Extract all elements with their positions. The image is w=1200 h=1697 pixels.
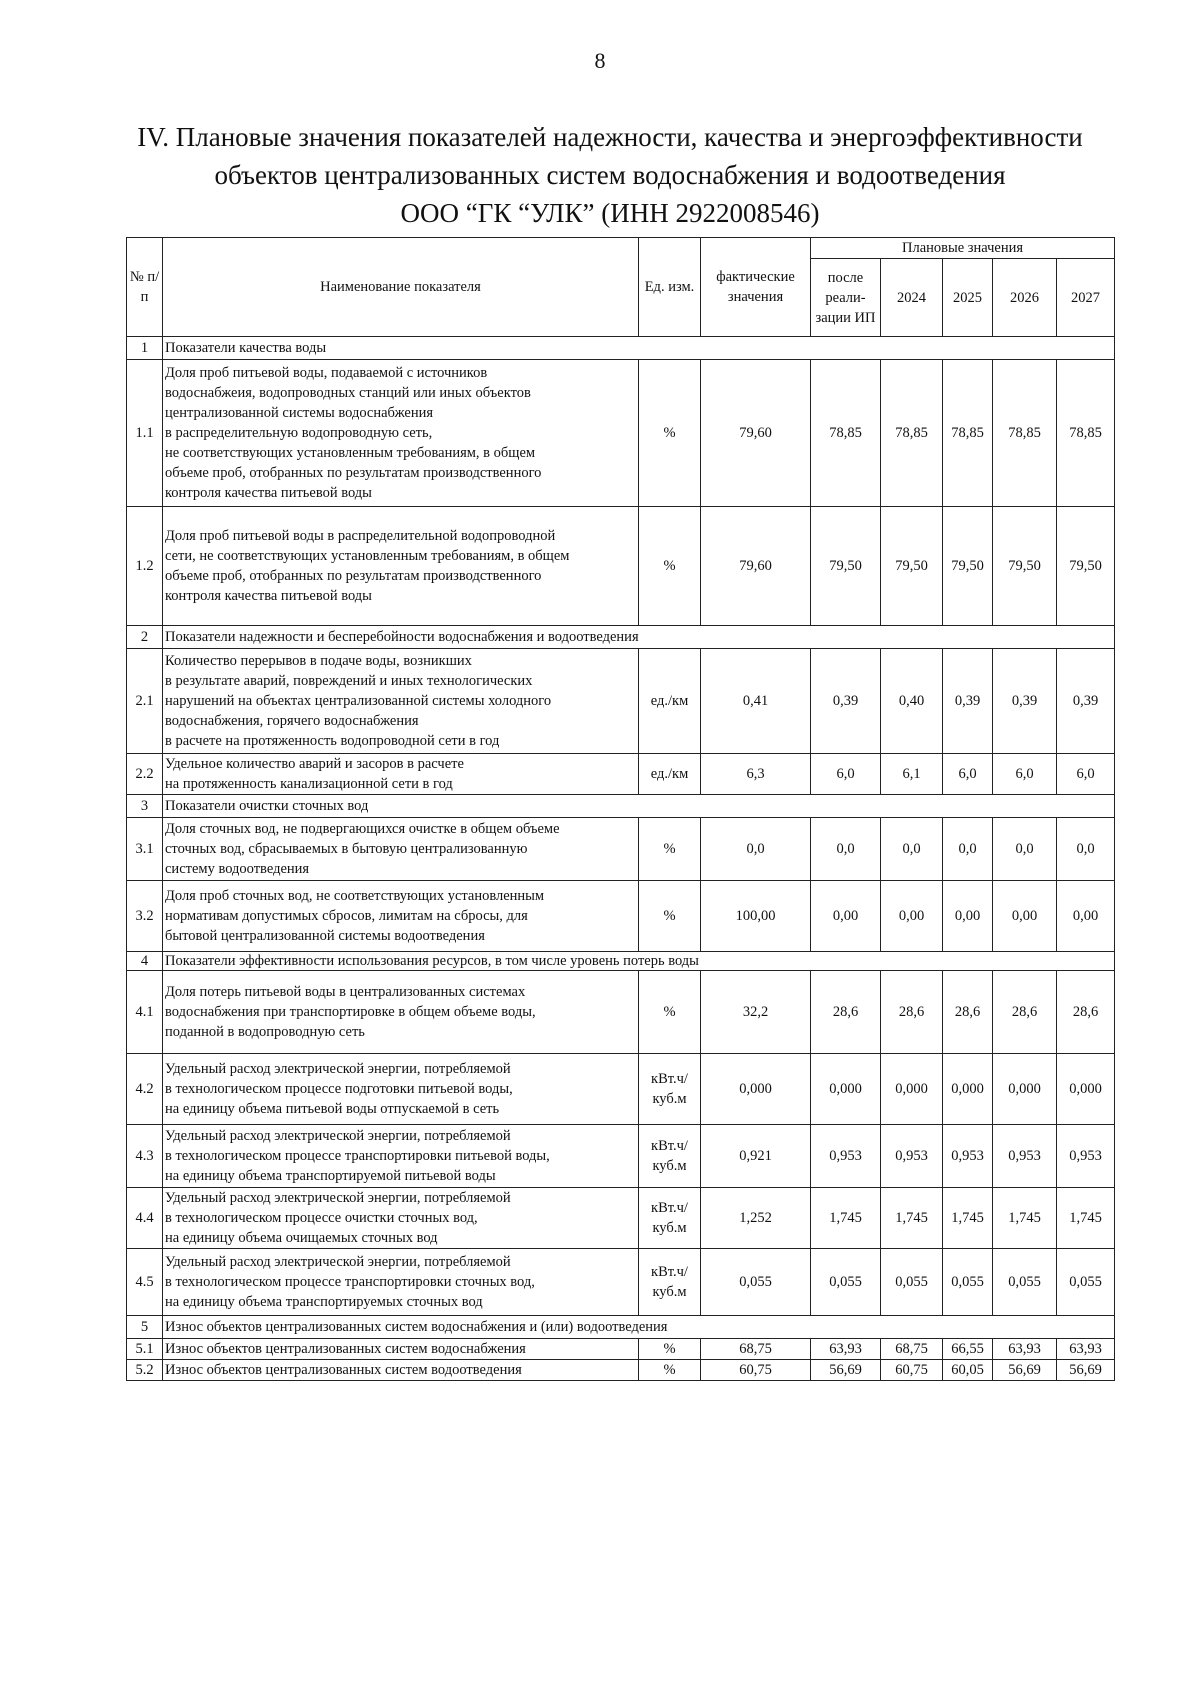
indicator-name-line: Удельный расход электрической энергии, потребляемой: [165, 1128, 511, 1144]
section-title: Износ объектов централизованных систем водоснабжения и (или) водоотведения: [163, 1316, 1115, 1339]
indicator-name-line: в расчете на протяженность водопроводной сети в год: [165, 733, 500, 749]
value-y2026: 63,93: [993, 1339, 1057, 1360]
indicator-name: [163, 649, 639, 754]
indicator-name-line: объеме проб, отобранных по результатам производственного: [165, 568, 542, 584]
value-after: 78,85: [811, 360, 881, 507]
indicator-name: [163, 360, 639, 507]
header-2027: 2027: [1057, 259, 1115, 337]
value-actual: 100,00: [701, 881, 811, 952]
indicator-name-line: на протяженность канализационной сети в год: [165, 776, 453, 792]
header-2025: 2025: [943, 259, 993, 337]
row-number: 1.1: [127, 360, 163, 507]
value-y2025: 0,39: [943, 649, 993, 754]
title-line-1: IV. Плановые значения показателей надежности, качества и энергоэффективности: [137, 122, 1083, 152]
row-number: 4.4: [127, 1188, 163, 1249]
value-y2025: 6,0: [943, 754, 993, 795]
table-row: [127, 360, 1115, 507]
header-unit: Ед. изм.: [639, 238, 701, 337]
page-number: 8: [594, 48, 606, 73]
table-row: [127, 1054, 1115, 1125]
value-y2025: 0,0: [943, 818, 993, 881]
value-actual: 68,75: [701, 1339, 811, 1360]
table-row: [127, 1360, 1115, 1381]
indicator-name-line: Доля проб питьевой воды в распределительной водопроводной: [165, 528, 556, 544]
value-actual: 32,2: [701, 971, 811, 1054]
unit-cell: кВт.ч/ куб.м: [639, 1054, 701, 1125]
indicator-name-line: Удельный расход электрической энергии, потребляемой: [165, 1061, 511, 1077]
indicator-name-line: Количество перерывов в подаче воды, возникших: [165, 653, 472, 669]
table-row: [127, 649, 1115, 754]
value-y2026: 56,69: [993, 1360, 1057, 1381]
indicator-name: [163, 1339, 639, 1360]
header-num: № п/п: [127, 238, 163, 337]
indicator-name-line: Износ объектов централизованных систем водоотведения: [165, 1362, 522, 1378]
value-y2025: 78,85: [943, 360, 993, 507]
table-row: [127, 818, 1115, 881]
indicator-name-line: поданной в водопроводную сеть: [165, 1024, 365, 1040]
table-row: [127, 971, 1115, 1054]
value-actual: 0,41: [701, 649, 811, 754]
value-actual: 0,0: [701, 818, 811, 881]
row-number: 3.1: [127, 818, 163, 881]
row-number: 5.1: [127, 1339, 163, 1360]
unit-cell: %: [639, 881, 701, 952]
value-y2026: 0,39: [993, 649, 1057, 754]
unit-cell: кВт.ч/ куб.м: [639, 1188, 701, 1249]
value-y2026: 0,953: [993, 1125, 1057, 1188]
indicator-name-line: в технологическом процессе подготовки питьевой воды,: [165, 1081, 513, 1097]
value-actual: 6,3: [701, 754, 811, 795]
indicator-name-line: нарушений на объектах централизованной системы холодного: [165, 693, 552, 709]
value-y2024: 0,00: [881, 881, 943, 952]
value-after: 0,953: [811, 1125, 881, 1188]
indicator-name-line: сети, не соответствующих установленным требованиям, в общем: [165, 548, 570, 564]
value-after: 0,055: [811, 1249, 881, 1316]
indicator-name: [163, 1249, 639, 1316]
indicator-name-line: систему водоотведения: [165, 861, 310, 877]
header-actual: фактические значения: [701, 238, 811, 337]
row-number: 2.2: [127, 754, 163, 795]
value-y2024: 0,40: [881, 649, 943, 754]
section-title: Показатели эффективности использования ресурсов, в том числе уровень потерь воды: [163, 952, 1115, 971]
indicator-name-line: водоснабжения при транспортировке в общем объеме воды,: [165, 1004, 536, 1020]
section-number: 1: [127, 337, 163, 360]
row-number: 5.2: [127, 1360, 163, 1381]
value-y2026: 28,6: [993, 971, 1057, 1054]
indicator-name-line: Доля потерь питьевой воды в централизованных системах: [165, 984, 526, 1000]
value-y2025: 0,055: [943, 1249, 993, 1316]
row-number: 1.2: [127, 507, 163, 626]
value-y2027: 79,50: [1057, 507, 1115, 626]
indicators-table: [126, 237, 1115, 1381]
indicator-name-line: объеме проб, отобранных по результатам производственного: [165, 465, 542, 481]
value-y2025: 60,05: [943, 1360, 993, 1381]
value-after: 28,6: [811, 971, 881, 1054]
title-line-2: объектов централизованных систем водоснабжения и водоотведения: [214, 160, 1006, 190]
section-row: [127, 337, 1115, 360]
section-number: 5: [127, 1316, 163, 1339]
value-y2024: 0,000: [881, 1054, 943, 1125]
unit-cell: %: [639, 971, 701, 1054]
value-y2025: 66,55: [943, 1339, 993, 1360]
indicator-name: [163, 881, 639, 952]
unit-cell: %: [639, 1360, 701, 1381]
value-after: 0,0: [811, 818, 881, 881]
value-y2024: 78,85: [881, 360, 943, 507]
unit-cell: %: [639, 507, 701, 626]
value-actual: 60,75: [701, 1360, 811, 1381]
value-y2027: 0,00: [1057, 881, 1115, 952]
indicator-name-line: в распределительную водопроводную сеть,: [165, 425, 433, 441]
indicator-name: [163, 1188, 639, 1249]
indicator-name-line: Удельный расход электрической энергии, потребляемой: [165, 1254, 511, 1270]
value-y2024: 68,75: [881, 1339, 943, 1360]
value-y2027: 0,39: [1057, 649, 1115, 754]
section-row: [127, 952, 1115, 971]
table-row: [127, 1249, 1115, 1316]
value-y2027: 63,93: [1057, 1339, 1115, 1360]
value-after: 6,0: [811, 754, 881, 795]
header-planned: Плановые значения: [811, 238, 1115, 259]
row-number: 4.3: [127, 1125, 163, 1188]
indicator-name-line: контроля качества питьевой воды: [165, 485, 372, 501]
indicator-name-line: в результате аварий, повреждений и иных технологических: [165, 673, 533, 689]
table-body: [127, 238, 1115, 1381]
value-y2025: 1,745: [943, 1188, 993, 1249]
indicator-name-line: бытовой централизованной системы водоотведения: [165, 928, 485, 944]
indicator-name-line: на единицу объема питьевой воды отпускаемой в сеть: [165, 1101, 500, 1117]
value-y2026: 78,85: [993, 360, 1057, 507]
table-row: [127, 507, 1115, 626]
value-y2025: 79,50: [943, 507, 993, 626]
section-title: Показатели надежности и бесперебойности водоснабжения и водоотведения: [163, 626, 1115, 649]
value-y2027: 28,6: [1057, 971, 1115, 1054]
value-y2027: 6,0: [1057, 754, 1115, 795]
unit-cell: ед./км: [639, 649, 701, 754]
indicator-name-line: Удельное количество аварий и засоров в расчете: [165, 756, 464, 772]
value-y2026: 0,00: [993, 881, 1057, 952]
section-row: [127, 1316, 1115, 1339]
indicator-name-line: централизованной системы водоснабжения: [165, 405, 434, 421]
indicator-name: [163, 1360, 639, 1381]
value-actual: 79,60: [701, 507, 811, 626]
indicator-name-line: в технологическом процессе транспортировки питьевой воды,: [165, 1148, 550, 1164]
value-y2027: 0,055: [1057, 1249, 1115, 1316]
value-y2025: 0,000: [943, 1054, 993, 1125]
header-row-1: [127, 238, 1115, 259]
section-title: Показатели качества воды: [163, 337, 1115, 360]
value-y2026: 0,000: [993, 1054, 1057, 1125]
title-line-3: ООО “ГК “УЛК” (ИНН 2922008546): [400, 198, 820, 228]
indicator-name-line: водоснабжения, горячего водоснабжения: [165, 713, 419, 729]
indicator-name-line: на единицу объема очищаемых сточных вод: [165, 1230, 438, 1246]
table-row: [127, 1188, 1115, 1249]
row-number: 2.1: [127, 649, 163, 754]
value-actual: 0,055: [701, 1249, 811, 1316]
unit-cell: %: [639, 360, 701, 507]
indicator-name: [163, 818, 639, 881]
indicator-name: [163, 1125, 639, 1188]
unit-cell: кВт.ч/ куб.м: [639, 1125, 701, 1188]
header-name: Наименование показателя: [163, 238, 639, 337]
unit-cell: %: [639, 818, 701, 881]
header-2024: 2024: [881, 259, 943, 337]
page-title: [100, 118, 1120, 232]
row-number: 4.5: [127, 1249, 163, 1316]
value-y2026: 79,50: [993, 507, 1057, 626]
value-after: 0,39: [811, 649, 881, 754]
value-y2026: 0,055: [993, 1249, 1057, 1316]
indicator-name-line: на единицу объема транспортируемой питьевой воды: [165, 1168, 496, 1184]
unit-cell: ед./км: [639, 754, 701, 795]
value-y2025: 0,00: [943, 881, 993, 952]
indicator-name-line: Износ объектов централизованных систем водоснабжения: [165, 1341, 526, 1357]
section-number: 2: [127, 626, 163, 649]
row-number: 4.1: [127, 971, 163, 1054]
indicator-name-line: контроля качества питьевой воды: [165, 588, 372, 604]
value-y2026: 6,0: [993, 754, 1057, 795]
value-y2024: 1,745: [881, 1188, 943, 1249]
value-after: 1,745: [811, 1188, 881, 1249]
section-number: 3: [127, 795, 163, 818]
value-actual: 0,921: [701, 1125, 811, 1188]
value-y2024: 0,953: [881, 1125, 943, 1188]
value-after: 56,69: [811, 1360, 881, 1381]
indicator-name-line: Доля сточных вод, не подвергающихся очистке в общем объеме: [165, 821, 560, 837]
value-y2024: 0,055: [881, 1249, 943, 1316]
row-number: 4.2: [127, 1054, 163, 1125]
indicator-name-line: Доля проб питьевой воды, подаваемой с источников: [165, 365, 488, 381]
row-number: 3.2: [127, 881, 163, 952]
indicator-name: [163, 507, 639, 626]
section-row: [127, 626, 1115, 649]
indicator-name: [163, 1054, 639, 1125]
value-actual: 1,252: [701, 1188, 811, 1249]
value-actual: 79,60: [701, 360, 811, 507]
indicator-name-line: сточных вод, сбрасываемых в бытовую централизованную: [165, 841, 528, 857]
indicator-name-line: Доля проб сточных вод, не соответствующих установленным: [165, 888, 545, 904]
table-row: [127, 1125, 1115, 1188]
value-y2027: 0,0: [1057, 818, 1115, 881]
indicator-name: [163, 754, 639, 795]
indicator-name-line: Удельный расход электрической энергии, потребляемой: [165, 1190, 511, 1206]
value-y2025: 0,953: [943, 1125, 993, 1188]
value-y2027: 56,69: [1057, 1360, 1115, 1381]
section-title: Показатели очистки сточных вод: [163, 795, 1115, 818]
table-row: [127, 881, 1115, 952]
value-after: 79,50: [811, 507, 881, 626]
value-y2027: 0,000: [1057, 1054, 1115, 1125]
section-row: [127, 795, 1115, 818]
value-after: 63,93: [811, 1339, 881, 1360]
indicator-name-line: в технологическом процессе очистки сточных вод,: [165, 1210, 478, 1226]
value-y2024: 79,50: [881, 507, 943, 626]
indicator-name-line: на единицу объема транспортируемых сточных вод: [165, 1294, 483, 1310]
indicator-name-line: в технологическом процессе транспортировки сточных вод,: [165, 1274, 535, 1290]
value-y2024: 60,75: [881, 1360, 943, 1381]
value-after: 0,00: [811, 881, 881, 952]
value-y2024: 28,6: [881, 971, 943, 1054]
indicator-name-line: не соответствующих установленным требованиям, в общем: [165, 445, 536, 461]
value-y2026: 1,745: [993, 1188, 1057, 1249]
value-y2026: 0,0: [993, 818, 1057, 881]
indicator-name-line: водоснабжеия, водопроводных станций или иных объектов: [165, 385, 531, 401]
value-y2027: 1,745: [1057, 1188, 1115, 1249]
table-row: [127, 754, 1115, 795]
indicator-name-line: нормативам допустимых сбросов, лимитам на сбросы, для: [165, 908, 528, 924]
value-y2027: 0,953: [1057, 1125, 1115, 1188]
unit-cell: кВт.ч/ куб.м: [639, 1249, 701, 1316]
value-actual: 0,000: [701, 1054, 811, 1125]
value-y2027: 78,85: [1057, 360, 1115, 507]
value-y2025: 28,6: [943, 971, 993, 1054]
section-number: 4: [127, 952, 163, 971]
indicator-name: [163, 971, 639, 1054]
table-row: [127, 1339, 1115, 1360]
value-after: 0,000: [811, 1054, 881, 1125]
header-2026: 2026: [993, 259, 1057, 337]
value-y2024: 0,0: [881, 818, 943, 881]
header-after: после реали- зации ИП: [811, 259, 881, 337]
unit-cell: %: [639, 1339, 701, 1360]
value-y2024: 6,1: [881, 754, 943, 795]
